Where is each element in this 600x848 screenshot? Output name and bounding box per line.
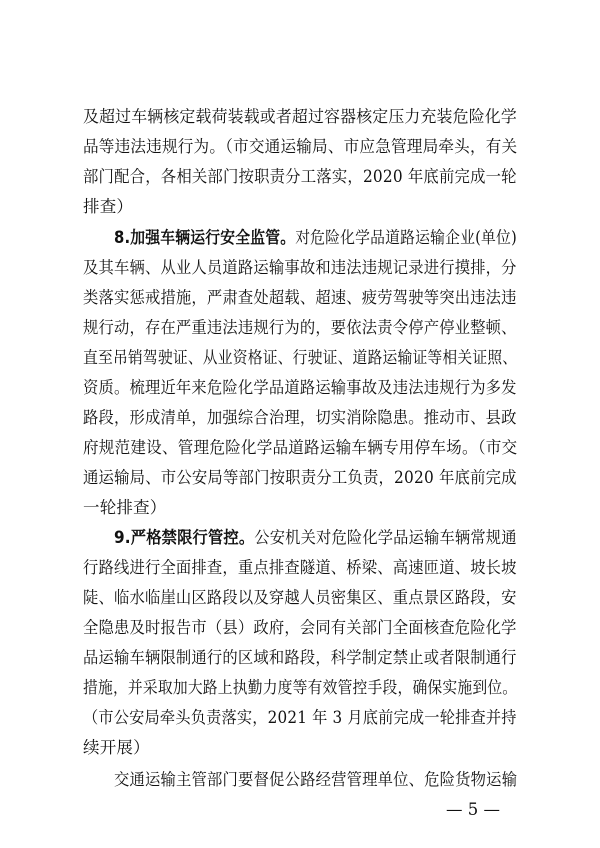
section-9-first-line xyxy=(114,528,517,548)
paragraph-text: 公安机关对危险化学品运输车辆常规通 xyxy=(254,528,517,547)
paragraph-line: 府规范建设、管理危险化学品道路运输车辆专用停车场。（市交 xyxy=(83,438,518,457)
paragraph-line: 部门配合，各相关部门按职责分工落实，2020 年底前完成一轮 xyxy=(83,167,517,186)
paragraph-line: 通运输局、市公安局等部门按职责分工负责，2020 年底前完成 xyxy=(83,468,517,487)
paragraph-line: 措施，并采取加大路上执勤力度等有效管控手段，确保实施到位。 xyxy=(83,678,518,697)
paragraph-line: 品等违法违规行为。（市交通运输局、市应急管理局牵头，有关 xyxy=(83,137,518,156)
paragraph-line: 类落实惩戒措施，严肃查处超载、超速、疲劳驾驶等突出违法违 xyxy=(83,288,517,307)
paragraph-line: 及其车辆、从业人员道路运输事故和违法违规记录进行摸排，分 xyxy=(83,258,517,277)
paragraph-line: 续开展） xyxy=(83,738,150,757)
paragraph-line: 路段，形成清单，加强综合治理，切实消除隐患。推动市、县政 xyxy=(83,408,517,427)
paragraph-line: 品运输车辆限制通行的区域和路段，科学制定禁止或者限制通行 xyxy=(83,648,517,667)
paragraph-line: 及超过车辆核定载荷装载或者超过容器核定压力充装危险化学 xyxy=(83,107,517,126)
paragraph-line: 排查） xyxy=(83,197,134,216)
paragraph-line: 资质。梳理近年来危险化学品道路运输事故及违法违规行为多发 xyxy=(83,378,517,397)
paragraph-line: 全隐患及时报告市（县）政府，会同有关部门全面核查危险化学 xyxy=(83,618,517,637)
section-8-heading: 8.加强车辆运行安全监管。 xyxy=(114,228,296,247)
paragraph-line: 一轮排查） xyxy=(83,498,167,517)
paragraph-line: 规行动，存在严重违法违规行为的，要依法责令停产停业整顿、 xyxy=(83,318,517,337)
paragraph-line: 陡、临水临崖山区路段以及穿越人员密集区、重点景区路段，安 xyxy=(83,588,517,607)
section-8-first-line xyxy=(114,228,517,248)
paragraph-line: （市公安局牵头负责落实，2021 年 3 月底前完成一轮排查并持 xyxy=(83,708,517,727)
paragraph-line: 直至吊销驾驶证、从业资格证、行驶证、道路运输证等相关证照、 xyxy=(83,348,518,367)
paragraph-line: 行路线进行全面排查，重点排查隧道、桥梁、高速匝道、坡长坡 xyxy=(83,558,517,577)
paragraph-line: 交通运输主管部门要督促公路经营管理单位、危险货物运输 xyxy=(114,770,518,789)
paragraph-text: 对危险化学品道路运输企业(单位) xyxy=(295,228,517,247)
section-9-heading: 9.严格禁限行管控。 xyxy=(114,528,255,547)
page-number: — 5 — xyxy=(446,800,500,819)
